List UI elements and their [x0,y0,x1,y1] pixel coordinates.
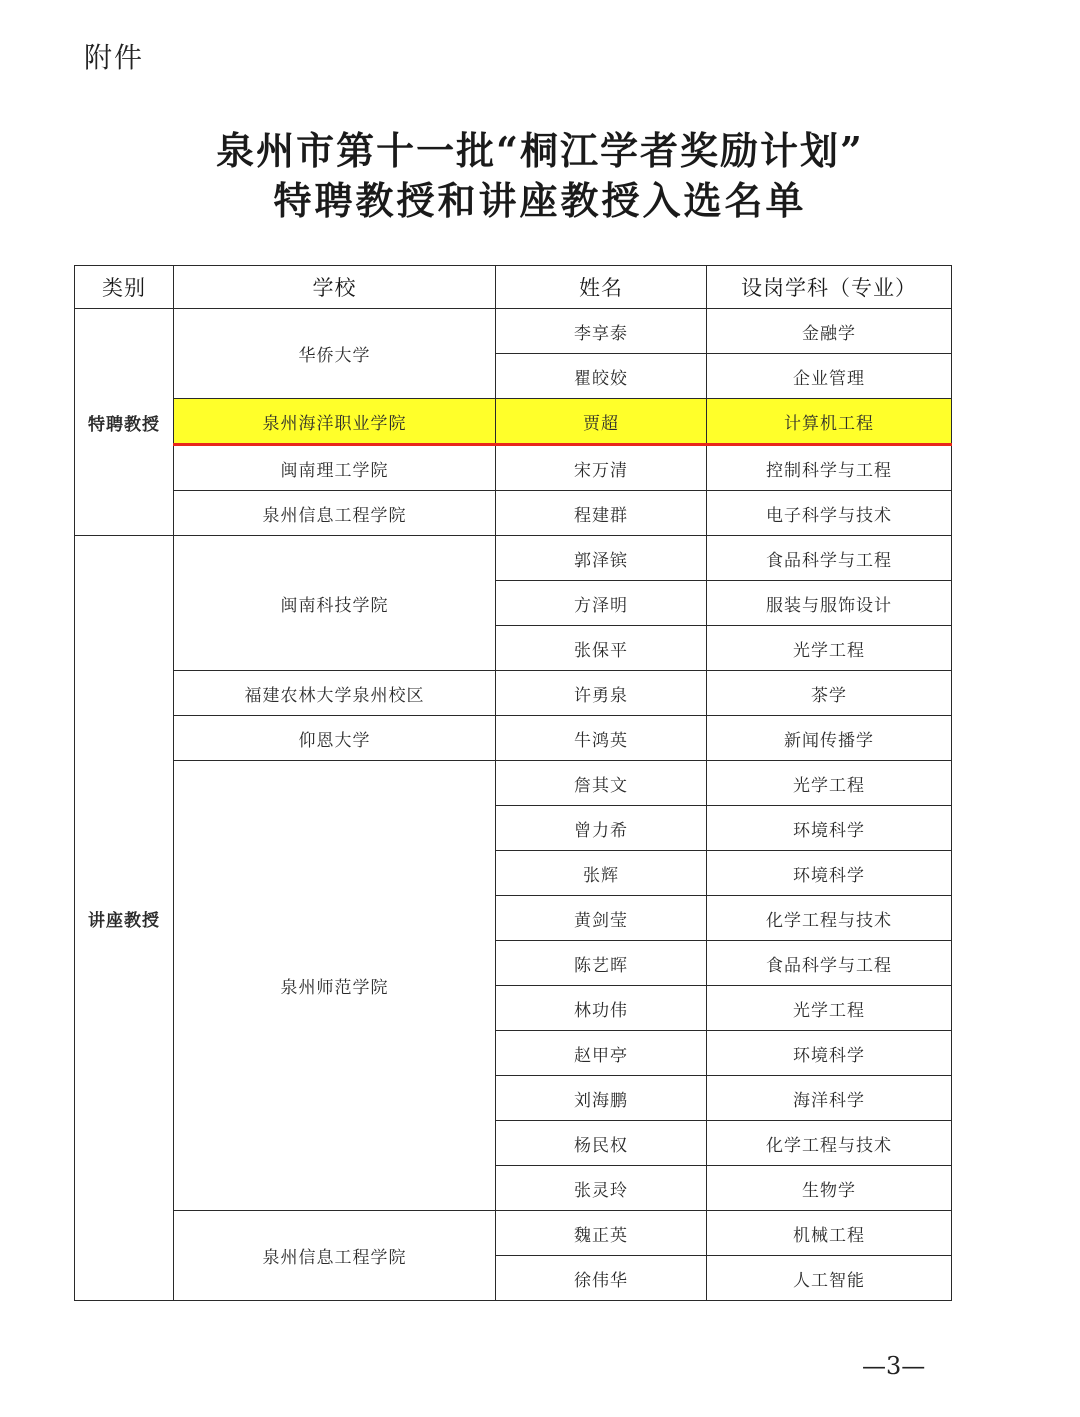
subject-cell: 环境科学 [707,851,952,896]
subject-cell: 食品科学与工程 [707,941,952,986]
subject-cell: 机械工程 [707,1211,952,1256]
document-title-line2: 特聘教授和讲座教授入选名单 [273,178,807,223]
table-row [75,671,952,716]
name-cell: 张保平 [496,626,707,671]
table-header-row [75,266,952,309]
subject-cell: 电子科学与技术 [707,491,952,536]
subject-cell: 光学工程 [707,761,952,806]
page-number: —3— [862,1352,926,1380]
school-cell: 泉州信息工程学院 [174,491,496,536]
name-cell: 张辉 [496,851,707,896]
subject-cell: 化学工程与技术 [707,1121,952,1166]
subject-cell: 化学工程与技术 [707,896,952,941]
subject-cell: 控制科学与工程 [707,445,952,491]
school-cell: 泉州信息工程学院 [174,1211,496,1301]
subject-cell: 环境科学 [707,1031,952,1076]
name-cell: 宋万清 [496,445,707,491]
name-cell: 杨民权 [496,1121,707,1166]
name-cell: 曾力希 [496,806,707,851]
name-cell: 牛鸿英 [496,716,707,761]
subject-cell: 环境科学 [707,806,952,851]
table-row-highlighted [75,399,952,445]
table-row [75,491,952,536]
name-cell: 郭泽镔 [496,536,707,581]
school-cell: 福建农林大学泉州校区 [174,671,496,716]
subject-cell: 海洋科学 [707,1076,952,1121]
header-category: 类别 [75,266,174,309]
subject-cell: 计算机工程 [707,399,952,445]
school-cell: 华侨大学 [174,309,496,399]
table-row [75,1211,952,1256]
name-cell: 詹其文 [496,761,707,806]
name-cell: 陈艺晖 [496,941,707,986]
subject-cell: 食品科学与工程 [707,536,952,581]
school-cell: 闽南理工学院 [174,445,496,491]
attachment-label: 附件 [84,41,145,74]
name-cell: 程建群 [496,491,707,536]
subject-cell: 生物学 [707,1166,952,1211]
subject-cell: 新闻传播学 [707,716,952,761]
school-cell: 泉州师范学院 [174,761,496,1211]
header-subject: 设岗学科（专业） [707,266,952,309]
name-cell: 徐伟华 [496,1256,707,1301]
subject-cell: 服装与服饰设计 [707,581,952,626]
name-cell: 刘海鹏 [496,1076,707,1121]
name-cell: 黄剑莹 [496,896,707,941]
subject-cell: 光学工程 [707,986,952,1031]
document-title-line1: 泉州市第十一批“桐江学者奖励计划” [216,128,864,173]
name-cell: 魏正英 [496,1211,707,1256]
subject-cell: 光学工程 [707,626,952,671]
name-cell: 方泽明 [496,581,707,626]
category-cell: 特聘教授 [75,309,174,536]
table-row [75,761,952,806]
table-row [75,716,952,761]
table-row [75,309,952,354]
name-cell: 林功伟 [496,986,707,1031]
awardee-table [74,265,952,1301]
subject-cell: 金融学 [707,309,952,354]
school-cell: 仰恩大学 [174,716,496,761]
subject-cell: 茶学 [707,671,952,716]
header-school: 学校 [174,266,496,309]
table-row [75,445,952,491]
header-name: 姓名 [496,266,707,309]
subject-cell: 人工智能 [707,1256,952,1301]
category-cell: 讲座教授 [75,536,174,1301]
name-cell: 李享泰 [496,309,707,354]
school-cell: 闽南科技学院 [174,536,496,671]
name-cell: 赵甲亭 [496,1031,707,1076]
name-cell: 瞿皎姣 [496,354,707,399]
name-cell: 许勇泉 [496,671,707,716]
school-cell: 泉州海洋职业学院 [174,399,496,445]
subject-cell: 企业管理 [707,354,952,399]
name-cell: 张灵玲 [496,1166,707,1211]
name-cell: 贾超 [496,399,707,445]
table-row [75,536,952,581]
